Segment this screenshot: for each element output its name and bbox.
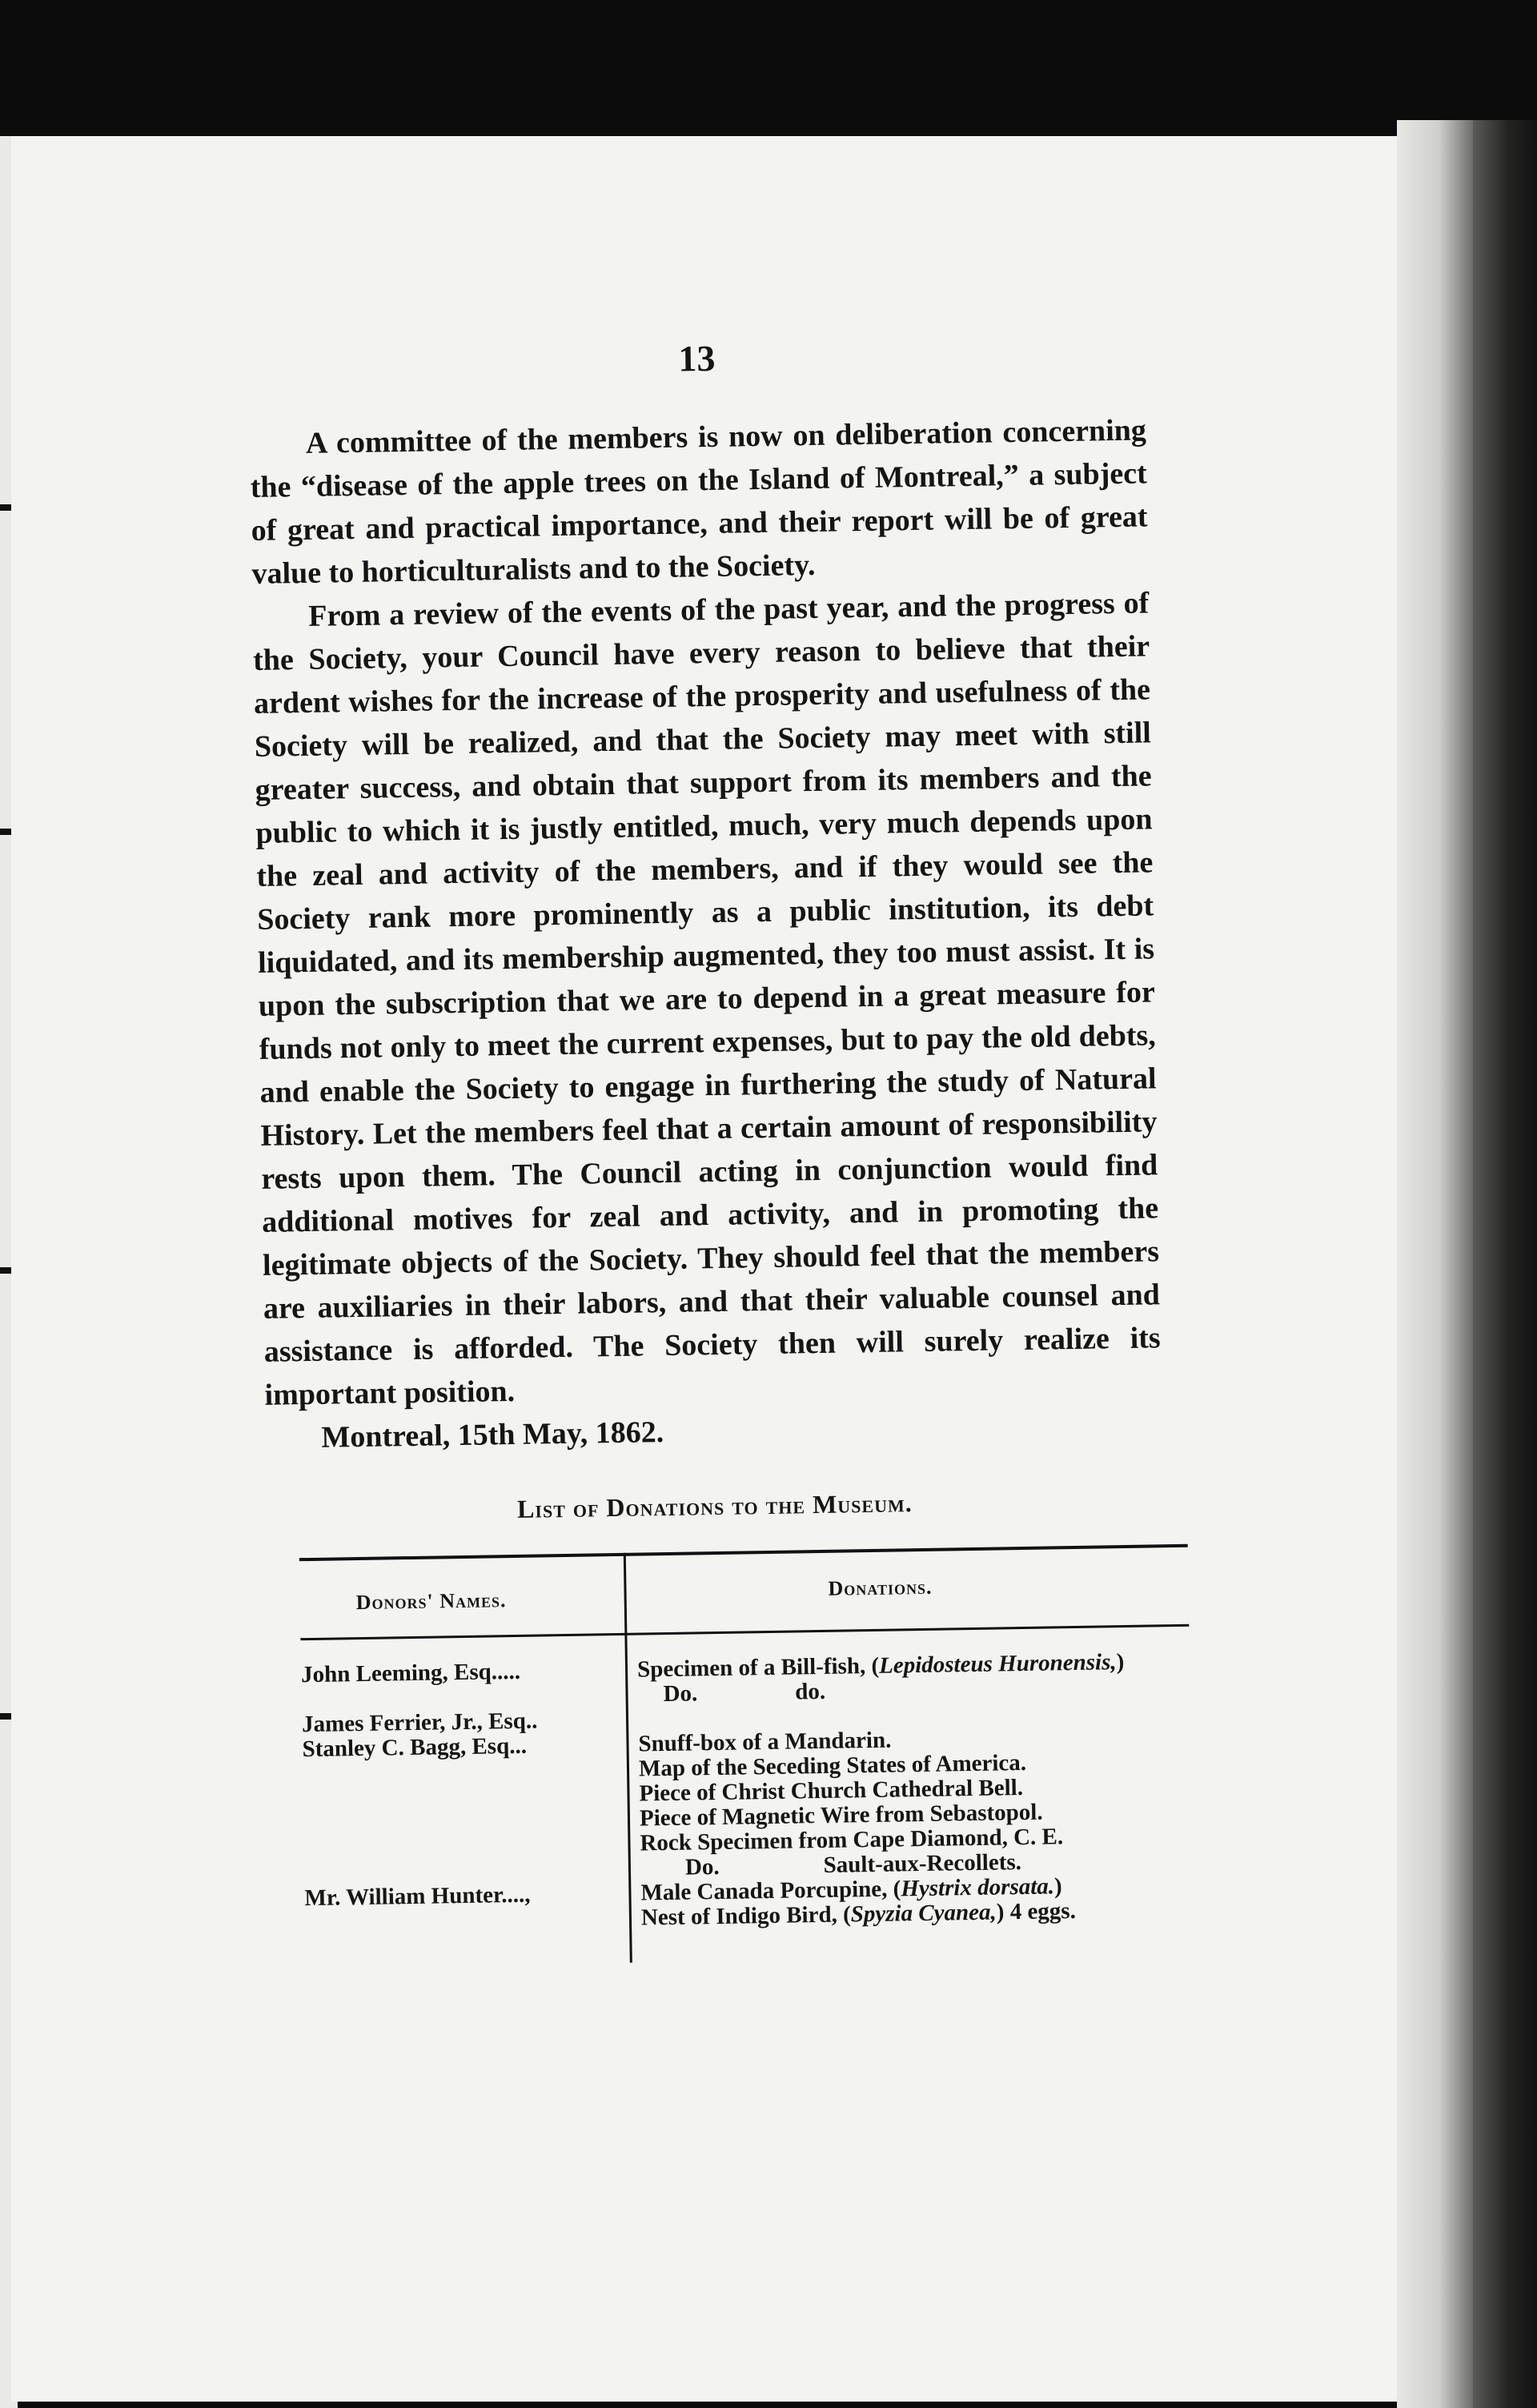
- donor-name: James Ferrier, Jr., Esq..: [301, 1708, 538, 1738]
- donor-name: John Leeming, Esq.....: [300, 1658, 521, 1688]
- paragraph-committee: A committee of the members is now on deliberation concerning the “disease of the apple trees on the Island of Montreal,” a subject of great and practical importance, and their report will be of great value to horticulturalists and to the Society.: [250, 413, 1148, 591]
- donation-item: Do. Sault-aux-Recollets.: [684, 1849, 1022, 1880]
- donation-item: Snuff-box of a Mandarin.: [638, 1727, 892, 1757]
- donation-item: Do. do.: [663, 1678, 826, 1708]
- donation-item: Piece of Christ Church Cathedral Bell.: [639, 1775, 1024, 1807]
- donation-item: Specimen of a Bill-fish, (Lepidosteus Huronensis,): [636, 1649, 1125, 1683]
- donation-item: Map of the Seceding States of America.: [638, 1749, 1027, 1782]
- scan-dark-border: [1473, 120, 1537, 2408]
- donor-name: Stanley C. Bagg, Esq...: [302, 1732, 528, 1763]
- table-body: [300, 1627, 1194, 1936]
- donations-header: Donations.: [828, 1575, 933, 1600]
- donor-name: Mr. William Hunter....,: [304, 1881, 531, 1912]
- list-title: List of Donations to the Museum.: [516, 1488, 913, 1523]
- donations-table: [299, 1544, 1194, 1936]
- page-edge-shadow: [1397, 120, 1473, 2408]
- donors-header: Donors' Names.: [355, 1588, 507, 1615]
- donation-item: Rock Specimen from Cape Diamond, C. E.: [640, 1824, 1064, 1856]
- page-content: [248, 330, 1170, 1936]
- donation-item: Male Canada Porcupine, (Hystrix dorsata.): [640, 1873, 1062, 1906]
- page-number: 13: [677, 337, 716, 379]
- donation-item: Nest of Indigo Bird, (Spyzia Cyanea,) 4 eggs.: [640, 1898, 1077, 1931]
- donation-item: Piece of Magnetic Wire from Sebastopol.: [639, 1799, 1043, 1832]
- table-header: [299, 1547, 1189, 1640]
- dateline: Montreal, 15th May, 1862.: [321, 1415, 664, 1455]
- paragraph-review: From a review of the events of the past year, and the progress of the Society, your Council have every reason to believe that their ardent wishes for the increase of the prosperity and usefulness of the Society will be realized, and that the Society may meet with still greater success, and obtain that support from its members and the public to which it is justly entitled, much, very much depends upon the zeal and activity of the members, and if they would see the Society rank more prominently as a public institution, its debt liquidated, and its membership augmented, they too must assist. It is upon the subscription that we are to depend in a great measure for funds not only to meet the current expenses, but to pay the old debts, and enable the Society to engage in furthering the study of Natural History. Let the members feel that a certain amount of responsibility rests upon them. The Council acting in conjunction would find additional motives for zeal and activity, and in promoting the legitimate objects of the Society. They should feel that the members are auxiliaries in their labors, and that their valuable counsel and assistance is afforded. The Society then will surely realize its important position.: [252, 586, 1161, 1412]
- donor-name: [305, 1906, 633, 1936]
